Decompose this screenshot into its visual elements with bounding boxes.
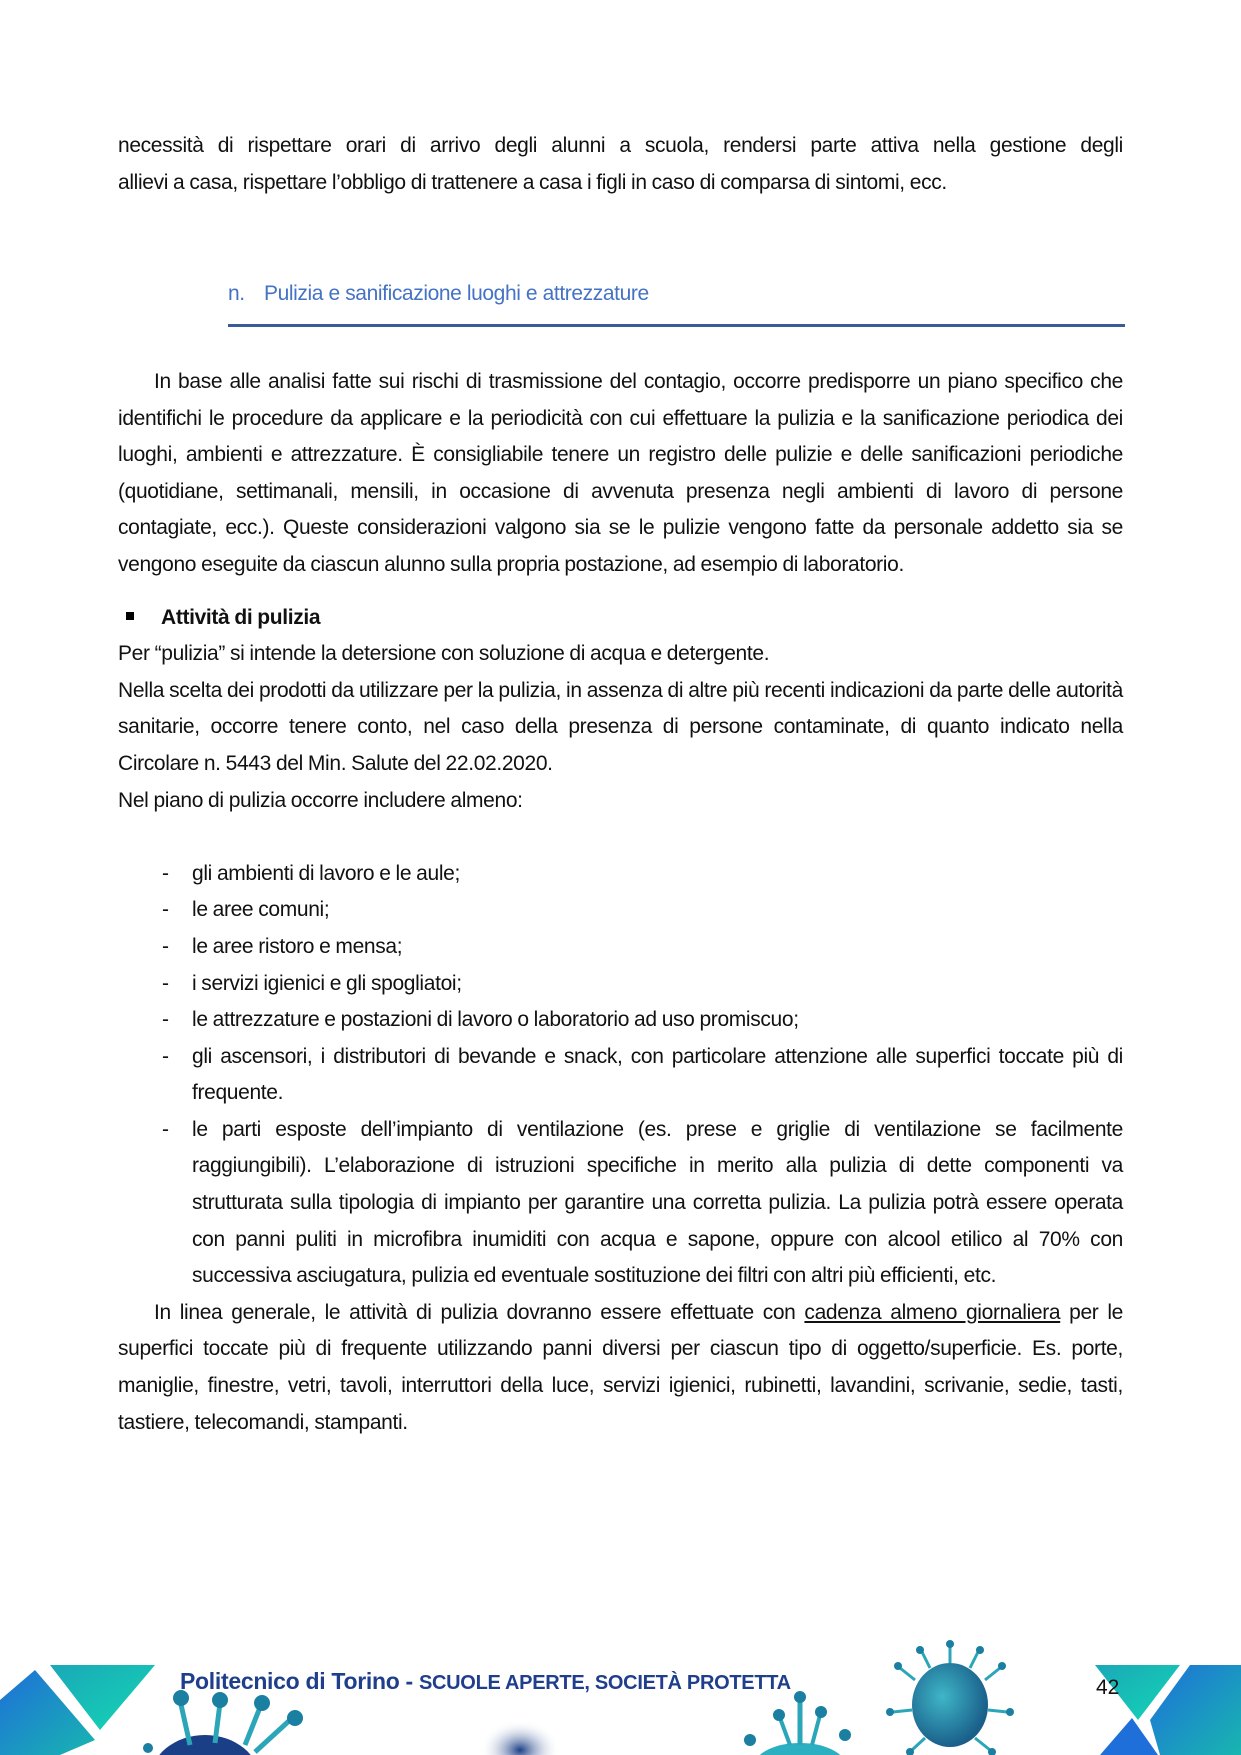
list-item: - le parti esposte dell’impianto di ventilazione (es. prese e griglie di ventilazione se facilmente raggiungibili). L’elaborazione di istruzioni specifiche in merito alla pulizia di dette componenti va strutturata sulla tipologia di impianto per garantire una corretta pulizia. La pulizia potrà essere operata con panni puliti in microfibra inumiditi con acqua e sapone, oppure con alcool etilico al 70% con successiva asciugatura, pulizia ed eventuale sostituzione dei filtri con altri più efficienti, etc. <box>118 1112 1123 1295</box>
virus-icon <box>744 1691 851 1755</box>
footer-decoration <box>0 1640 1241 1755</box>
dash-marker: - <box>162 971 169 995</box>
square-bullet-icon <box>126 612 134 620</box>
cleaning-areas-list <box>118 856 1123 1295</box>
footer-slogan: SCUOLE APERTE, SOCIETÀ PROTETTA <box>418 1672 791 1694</box>
footer-title <box>180 1668 791 1695</box>
dash-marker: - <box>162 1117 169 1141</box>
closing-paragraph: In linea generale, le attività di pulizia dovranno essere effettuate con cadenza almeno giornaliera per le superfici toccate più di frequente utilizzando panni diversi per ciascun tipo di oggetto/superficie. Es. porte, maniglie, finestre, vetri, tavoli, interruttori della luce, servizi igienici, rubinetti, lavandini, scrivanie, sedie, tasti, tastiere, telecomandi, stampanti. <box>118 1300 1123 1434</box>
main-content <box>118 364 1123 1441</box>
dash-marker: - <box>162 1044 169 1068</box>
list-item: - le aree ristoro e mensa; <box>118 929 1123 966</box>
virus-blur-icon <box>480 1720 560 1755</box>
dash-marker: - <box>162 1008 169 1032</box>
page-number: 42 <box>1096 1676 1120 1699</box>
intro-line-1: necessità di rispettare orari di arrivo degli alunni a scuola, rendersi parte attiva nella gestione degli <box>118 134 1123 157</box>
definition-paragraph: Per “pulizia” si intende la detersione con soluzione di acqua e detergente. <box>118 642 770 666</box>
paragraph-products: Nella scelta dei prodotti da utilizzare per la pulizia, in assenza di altre più recenti indicazioni da parte delle autorità sanitarie, occorre tenere conto, nel caso della presenza di persone contaminate, di quanto indicato nella Circolare n. 5443 del Min. Salute del 22.02.2020. <box>118 678 1123 775</box>
intro-line-2: allievi a casa, rispettare l’obbligo di trattenere a casa i figli in caso di comparsa di sintomi, ecc. <box>118 170 947 194</box>
list-item: - le attrezzature e postazioni di lavoro o laboratorio ad uso promiscuo; <box>118 1002 1123 1039</box>
virus-icon <box>886 1640 1014 1755</box>
subsection-heading <box>118 600 1123 637</box>
institution-name: Politecnico di Torino - <box>180 1668 419 1694</box>
page-footer <box>0 1640 1241 1755</box>
subsection-title: Attività di pulizia <box>161 605 321 629</box>
geometric-triangles-left-icon <box>0 1665 155 1755</box>
section-number: n. <box>228 282 245 305</box>
list-item: - gli ascensori, i distributori di bevande e snack, con particolare attenzione alle superfici toccate più di frequente. <box>118 1039 1123 1112</box>
section-title: Pulizia e sanificazione luoghi e attrezzature <box>264 282 649 305</box>
intro-paragraph <box>118 128 1123 201</box>
section-heading <box>228 282 1125 327</box>
paragraph-risk-analysis: In base alle analisi fatte sui rischi di trasmissione del contagio, occorre predisporre un piano specifico che identifichi le procedure da applicare e la periodicità con cui effettuare la pulizia e la sanificazione periodica dei luoghi, ambienti e attrezzature. È consigliabile tenere un registro delle pulizie e delle sanificazioni periodiche (quotidiane, settimanali, mensili, in occasione di avvenuta presenza negli ambienti di lavoro di persone contagiate, ecc.). Queste considerazioni valgono sia se le pulizie vengono fatte da personale addetto sia se vengono eseguite da ciascun alunno sulla propria postazione, ad esempio di laboratorio. <box>118 370 1123 576</box>
dash-marker: - <box>162 861 169 885</box>
emphasis-underlined: cadenza almeno giornaliera <box>804 1300 1061 1324</box>
dash-marker: - <box>162 898 169 922</box>
virus-icon <box>143 1690 303 1755</box>
list-item: - i servizi igienici e gli spogliatoi; <box>118 966 1123 1003</box>
list-intro: Nel piano di pulizia occorre includere almeno: <box>118 788 523 812</box>
list-item: - gli ambienti di lavoro e le aule; <box>118 856 1123 893</box>
list-item: - le aree comuni; <box>118 892 1123 929</box>
dash-marker: - <box>162 934 169 958</box>
